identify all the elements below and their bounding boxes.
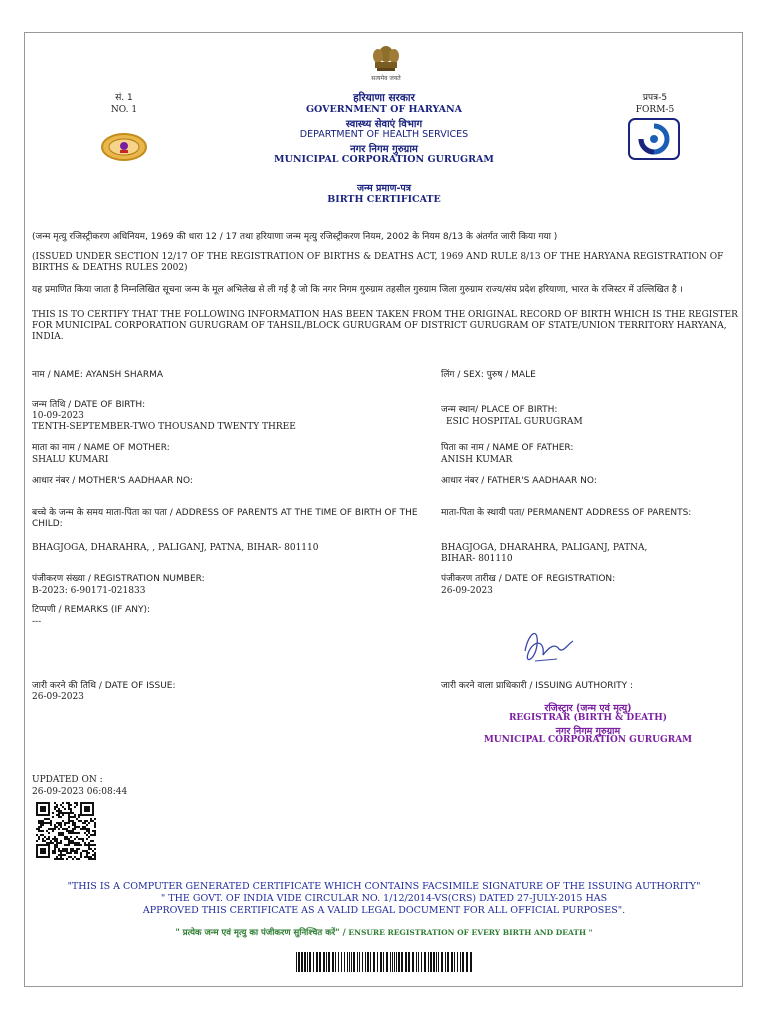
slogan-hindi: " प्रत्येक जन्म एवं मृत्यु का पंजीकरण सुनिश्चित करें" / (175, 928, 346, 938)
dob-value: 10-09-2023 (32, 411, 84, 421)
haryana-seal-icon (100, 132, 148, 162)
govt-hindi: हरियाणा सरकार (353, 92, 415, 104)
emblem-caption: सत्यमेव जयते (371, 75, 401, 82)
national-emblem-icon (366, 44, 406, 78)
issuing-authority-label: जारी करने वाला प्राधिकारी / ISSUING AUTHORITY : (441, 681, 634, 691)
permanent-address-label: माता-पिता के स्थायी पता/ PERMANENT ADDRESS OF PARENTS: (441, 508, 692, 518)
corp-english: MUNICIPAL CORPORATION GURUGRAM (274, 154, 494, 165)
dob-label: जन्म तिथि / DATE OF BIRTH: (32, 400, 146, 410)
registrar-hindi: रजिस्ट्रार (जन्म एवं मृत्यु) (544, 703, 632, 714)
registrar-english: REGISTRAR (BIRTH & DEATH) (508, 713, 668, 723)
updated-label: UPDATED ON : (32, 775, 103, 785)
slogan (34, 927, 734, 938)
signature-icon (515, 621, 579, 669)
registrar-corp-english: MUNICIPAL CORPORATION GURUGRAM (483, 735, 693, 745)
registration-number-label: पंजीकरण संख्या / REGISTRATION NUMBER: (32, 574, 205, 584)
permanent-address-line-2: BIHAR- 801110 (441, 554, 513, 564)
corp-hindi: नगर निगम गुरुग्राम (350, 144, 418, 155)
barcode-icon (296, 952, 476, 972)
registrar-corp-hindi: नगर निगम गुरुग्राम (555, 726, 621, 737)
footer-note-2: " THE GOVT. OF INDIA VIDE CIRCULAR NO. 1/12/2014-VS(CRS) DATED 27-JULY-2015 HAS (160, 893, 608, 904)
issue-date-label: जारी करने की तिथि / DATE OF ISSUE: (32, 681, 176, 691)
certify-english: THIS IS TO CERTIFY THAT THE FOLLOWING INFORMATION HAS BEEN TAKEN FROM THE ORIGINAL RECORD OF BIRTH WHICH IS THE REGISTER FOR MUNICIPAL CORPORATION GURUGRAM OF TAHSIL/BLOCK GURUGRAM OF DISTRICT GURUGRAM OF STATE/UNION TERRITORY HARYANA, INDIA. (32, 310, 738, 342)
issued-under-english: (ISSUED UNDER SECTION 12/17 OF THE REGISTRATION OF BIRTHS & DEATHS ACT, 1969 AND RULE 8/13 OF THE HARYANA REGISTRATION OF BIRTHS & DEATHS RULES 2002) (32, 252, 724, 273)
dob-words: TENTH-SEPTEMBER-TWO THOUSAND TWENTY THREE (32, 422, 296, 432)
title-hindi: जन्म प्रमाण-पत्र (356, 183, 412, 194)
mother-aadhaar-label: आधार नंबर / MOTHER'S AADHAAR NO: (32, 476, 193, 486)
sex-field: लिंग / SEX: पुरुष / MALE (441, 370, 536, 380)
form-hindi: प्रपत्र-5 (642, 93, 668, 103)
footer-note-3: APPROVED THIS CERTIFICATE AS A VALID LEGAL DOCUMENT FOR ALL OFFICIAL PURPOSES". (142, 905, 626, 916)
mother-label: माता का नाम / NAME OF MOTHER: (32, 443, 170, 453)
slogan-english: ENSURE REGISTRATION OF EVERY BIRTH AND DEATH " (348, 928, 593, 937)
serial-english: NO. 1 (110, 105, 138, 115)
dept-english: DEPARTMENT OF HEALTH SERVICES (299, 129, 469, 140)
remarks-value: --- (32, 617, 42, 627)
form-english: FORM-5 (635, 105, 675, 115)
father-aadhaar-label: आधार नंबर / FATHER'S AADHAAR NO: (441, 476, 597, 486)
permanent-address-line-1: BHAGJOGA, DHARAHRA, PALIGANJ, PATNA, (441, 543, 648, 553)
father-value: ANISH KUMAR (441, 455, 513, 465)
registration-number-value: B-2023: 6-90171-021833 (32, 586, 146, 596)
issued-under-hindi: (जन्म मृत्यु रजिस्ट्रीकरण अधिनियम, 1969 की धारा 12 / 17 तथा हरियाणा जन्म मृत्यु रजिस्ट्रीकरण नियम, 2002 के नियम 8/13 के अंतर्गत जारी किया गया ) (32, 232, 558, 242)
serial-hindi: सं. 1 (115, 93, 133, 103)
govt-english: GOVERNMENT OF HARYANA (305, 104, 463, 115)
address-at-birth-value: BHAGJOGA, DHARAHRA, , PALIGANJ, PATNA, BIHAR- 801110 (32, 543, 319, 553)
address-at-birth-label: बच्चे के जन्म के समय माता-पिता का पता / ADDRESS OF PARENTS AT THE TIME OF BIRTH OF THE CHILD: (32, 508, 418, 529)
mother-value: SHALU KUMARI (32, 455, 109, 465)
dept-hindi: स्वास्थ्य सेवाएं विभाग (345, 119, 423, 130)
registration-date-value: 26-09-2023 (441, 586, 493, 596)
pob-label: जन्म स्थान/ PLACE OF BIRTH: (441, 405, 558, 415)
registration-date-label: पंजीकरण तारीख / DATE OF REGISTRATION: (441, 574, 616, 584)
qr-code-icon (36, 802, 96, 860)
pob-value: ESIC HOSPITAL GURUGRAM (446, 417, 583, 427)
title-english: BIRTH CERTIFICATE (327, 194, 441, 205)
father-label: पिता का नाम / NAME OF FATHER: (441, 443, 574, 453)
footer-note-1: "THIS IS A COMPUTER GENERATED CERTIFICATE WHICH CONTAINS FACSIMILE SIGNATURE OF THE ISSUING AUTHORITY" (67, 881, 701, 892)
issue-date-value: 26-09-2023 (32, 692, 84, 702)
certify-hindi: यह प्रमाणित किया जाता है निम्नलिखित सूचना जन्म के मूल अभिलेख से ली गई है जो कि नगर निगम गुरुग्राम तहसील गुरुग्राम जिला गुरुग्राम राज्य/संघ प्रदेश हरियाणा, भारत के रजिस्टर में उल्लिखित है । (32, 285, 683, 295)
name-field: नाम / NAME: AYANSH SHARMA (32, 370, 163, 380)
remarks-label: टिप्पणी / REMARKS (IF ANY): (32, 605, 151, 615)
updated-value: 26-09-2023 06:08:44 (32, 787, 128, 797)
crs-logo-icon (628, 118, 680, 160)
